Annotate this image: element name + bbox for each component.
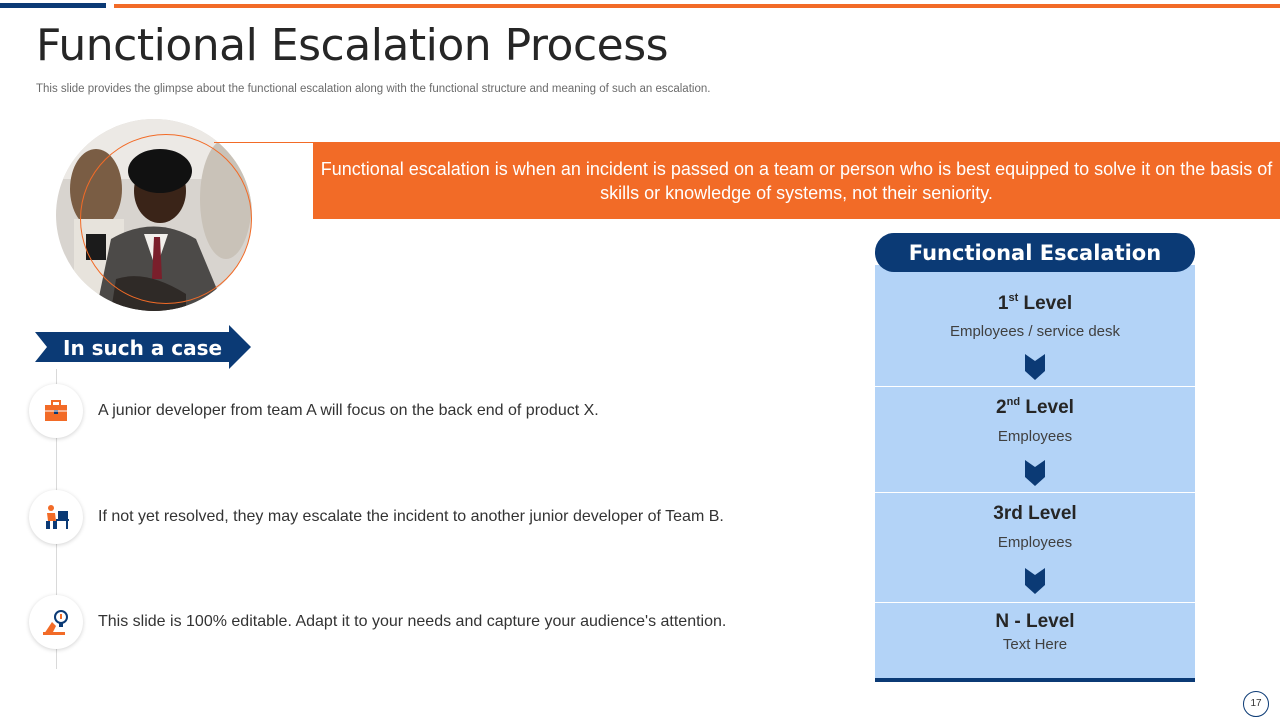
- case-label: In such a case: [63, 336, 223, 360]
- person-at-desk-icon: [42, 503, 70, 531]
- photo-connector-line: [214, 142, 314, 143]
- step-icon-circle: [29, 490, 83, 544]
- page-title: Functional Escalation Process: [36, 20, 669, 71]
- level-separator: [875, 602, 1195, 603]
- level-title: 1st Level: [997, 292, 1073, 314]
- top-accent-bar-orange: [114, 4, 1280, 8]
- chevron-down-icon: [1025, 568, 1045, 594]
- page-subtitle: This slide provides the glimpse about the functional escalation along with the functional structure and meaning of such an escalation.: [36, 83, 711, 95]
- step-text: This slide is 100% editable. Adapt it to your needs and capture your audience's attention.: [98, 613, 727, 630]
- level-description: Employees / service desk: [949, 323, 1121, 340]
- level-separator: [875, 492, 1195, 493]
- page-number: 17: [1243, 691, 1269, 717]
- level-title: N - Level: [995, 611, 1075, 632]
- level-title: 2nd Level: [996, 396, 1074, 418]
- level-title: 3rd Level: [993, 503, 1077, 524]
- step-text: If not yet resolved, they may escalate the incident to another junior developer of Team B.: [98, 508, 724, 525]
- escalation-header: Functional Escalation: [875, 233, 1195, 272]
- step-icon-circle: [29, 595, 83, 649]
- photo-accent-ring: [80, 134, 252, 304]
- level-description: Employees: [997, 534, 1073, 551]
- chevron-down-icon: [1025, 460, 1045, 486]
- definition-banner: Functional escalation is when an incident is passed on a team or person who is best equipped to solve it on the basis of skills or knowledge of systems, not their seniority.: [313, 142, 1280, 219]
- top-accent-bar-blue: [0, 3, 106, 8]
- chevron-down-icon: [1025, 354, 1045, 380]
- level-separator: [875, 386, 1195, 387]
- step-text: A junior developer from team A will focus on the back end of product X.: [98, 402, 599, 419]
- level-description: Employees: [997, 428, 1073, 445]
- escalation-panel-bottom-bar: [875, 678, 1195, 682]
- briefcase-icon: [42, 397, 70, 425]
- level-description: Text Here: [1002, 636, 1068, 653]
- idea-presentation-icon: [42, 608, 70, 636]
- step-icon-circle: [29, 384, 83, 438]
